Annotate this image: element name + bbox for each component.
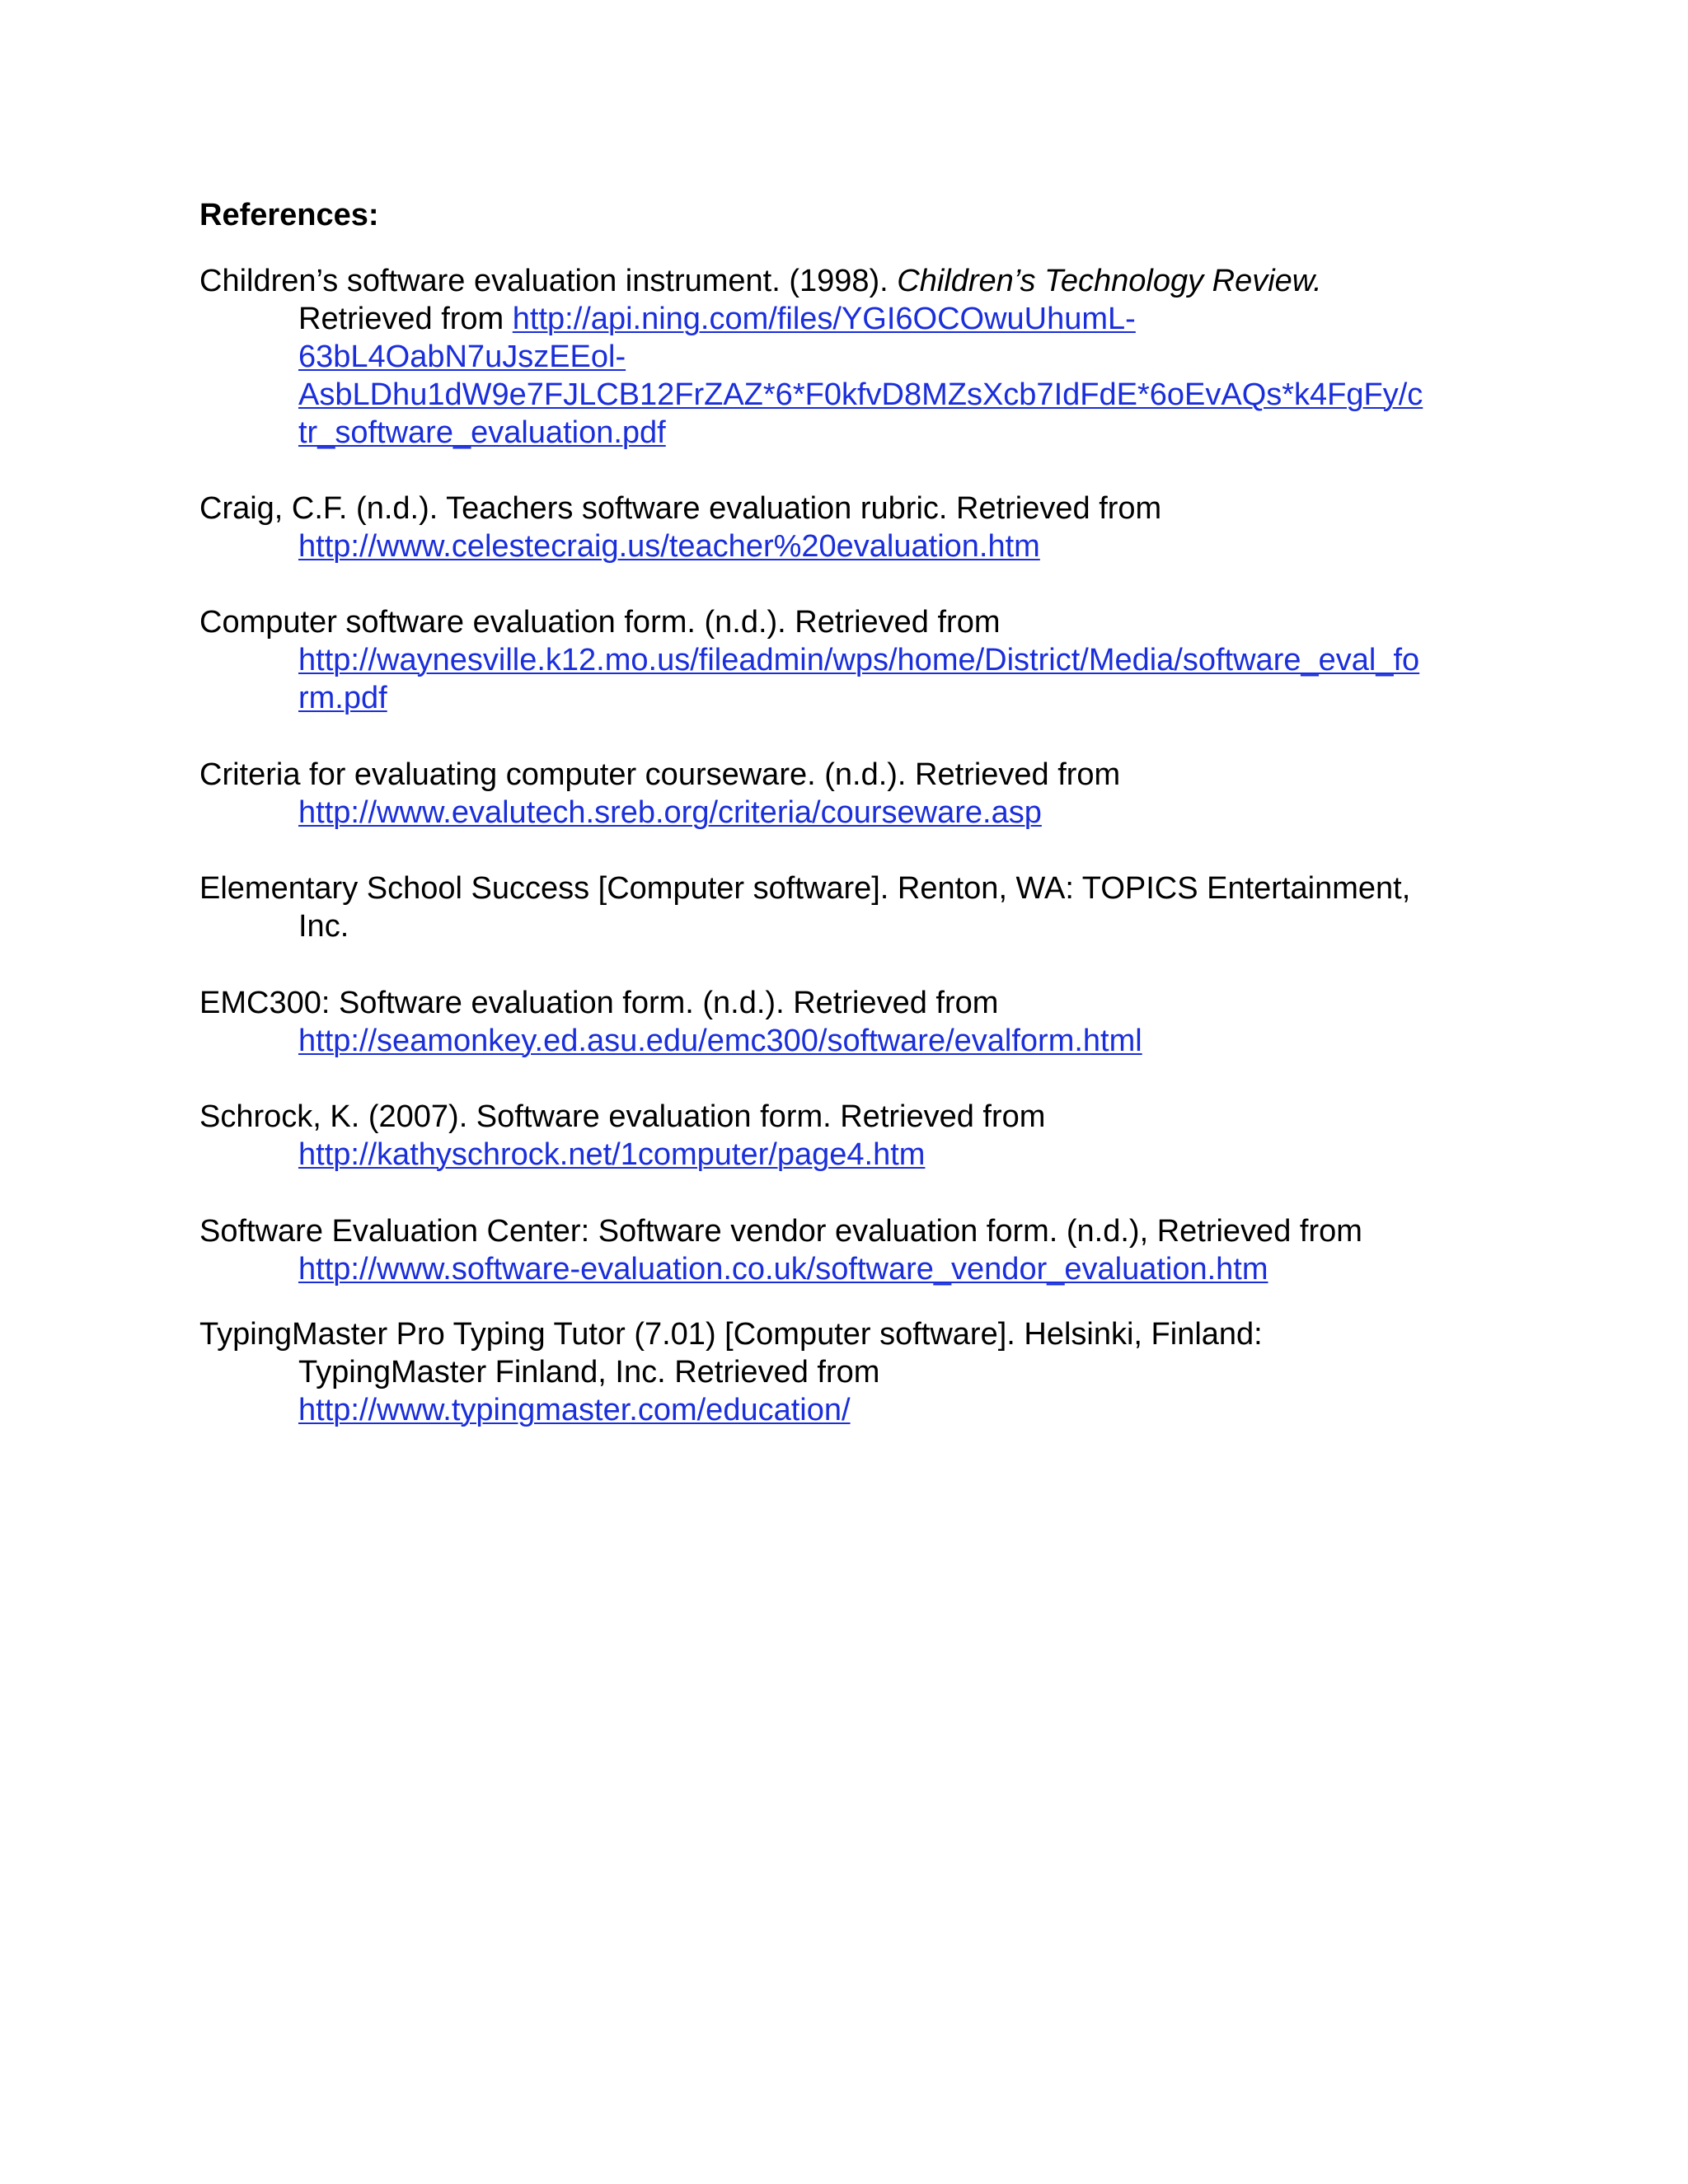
reference-text: Craig, C.F. (n.d.). Teachers software evaluation rubric. Retrieved from bbox=[199, 491, 1162, 526]
reference-continuation-line bbox=[199, 376, 1535, 414]
reference-entry bbox=[199, 490, 1535, 565]
reference-link[interactable]: http://www.celestecraig.us/teacher%20evaluation.htm bbox=[298, 529, 1040, 564]
reference-entry bbox=[199, 869, 1535, 945]
reference-entry bbox=[199, 756, 1535, 832]
reference-continuation-line bbox=[199, 641, 1535, 679]
reference-link[interactable]: http://api.ning.com/files/YGI6OCOwuUhumL- bbox=[512, 302, 1136, 336]
reference-entry bbox=[199, 262, 1535, 452]
reference-link[interactable]: http://seamonkey.ed.asu.edu/emc300/software/evalform.html bbox=[298, 1024, 1142, 1058]
reference-entry bbox=[199, 603, 1535, 717]
reference-continuation-line: Inc. bbox=[298, 909, 349, 944]
reference-text: Computer software evaluation form. (n.d.). Retrieved from bbox=[199, 605, 1001, 640]
reference-text: EMC300: Software evaluation form. (n.d.). Retrieved from bbox=[199, 986, 999, 1020]
reference-continuation-line bbox=[199, 1136, 1535, 1174]
reference-link[interactable]: rm.pdf bbox=[298, 681, 387, 715]
reference-text: Software Evaluation Center: Software vendor evaluation form. (n.d.), Retrieved from bbox=[199, 1214, 1362, 1249]
reference-text: TypingMaster Pro Typing Tutor (7.01) [Computer software]. Helsinki, Finland: bbox=[199, 1317, 1263, 1352]
reference-continuation-line bbox=[199, 300, 1535, 338]
reference-link[interactable]: tr_software_evaluation.pdf bbox=[298, 415, 666, 450]
reference-text: Criteria for evaluating computer courseware. (n.d.). Retrieved from bbox=[199, 757, 1121, 792]
reference-continuation-line bbox=[199, 414, 1535, 452]
reference-continuation-line: TypingMaster Finland, Inc. Retrieved from bbox=[298, 1355, 880, 1390]
reference-first-line bbox=[199, 262, 1535, 300]
reference-link[interactable]: http://www.software-evaluation.co.uk/software_vendor_evaluation.htm bbox=[298, 1252, 1268, 1286]
reference-link[interactable]: http://waynesville.k12.mo.us/fileadmin/wps/home/District/Media/software_eval_fo bbox=[298, 643, 1420, 677]
reference-link[interactable]: http://kathyschrock.net/1computer/page4.htm bbox=[298, 1137, 926, 1172]
reference-continuation-line bbox=[199, 1022, 1535, 1060]
reference-continuation-line bbox=[199, 1391, 1535, 1429]
reference-text: Children’s software evaluation instrument. (1998). bbox=[199, 264, 898, 298]
reference-link[interactable]: http://www.typingmaster.com/education/ bbox=[298, 1393, 851, 1427]
reference-continuation-line bbox=[199, 527, 1535, 565]
reference-text: Elementary School Success [Computer software]. Renton, WA: TOPICS Entertainment, bbox=[199, 871, 1411, 906]
reference-continuation-line bbox=[199, 794, 1535, 832]
reference-entry bbox=[199, 984, 1535, 1060]
journal-title: Children’s Technology Review. bbox=[897, 264, 1322, 298]
reference-link[interactable]: http://www.evalutech.sreb.org/criteria/courseware.asp bbox=[298, 795, 1042, 830]
retrieved-from-text: Retrieved from bbox=[298, 302, 513, 336]
reference-continuation-line bbox=[199, 679, 1535, 717]
reference-link[interactable]: AsbLDhu1dW9e7FJLCB12FrZAZ*6*F0kfvD8MZsXcb7IdFdE*6oEvAQs*k4FgFy/c bbox=[298, 377, 1423, 412]
reference-entry bbox=[199, 1315, 1535, 1429]
reference-continuation-line bbox=[199, 1250, 1535, 1288]
reference-continuation-line bbox=[199, 338, 1535, 376]
reference-link[interactable]: 63bL4OabN7uJszEEol- bbox=[298, 340, 626, 374]
references-heading: References: bbox=[199, 198, 379, 232]
reference-entry bbox=[199, 1098, 1535, 1174]
reference-entry bbox=[199, 1212, 1535, 1288]
reference-text: Schrock, K. (2007). Software evaluation form. Retrieved from bbox=[199, 1099, 1046, 1134]
